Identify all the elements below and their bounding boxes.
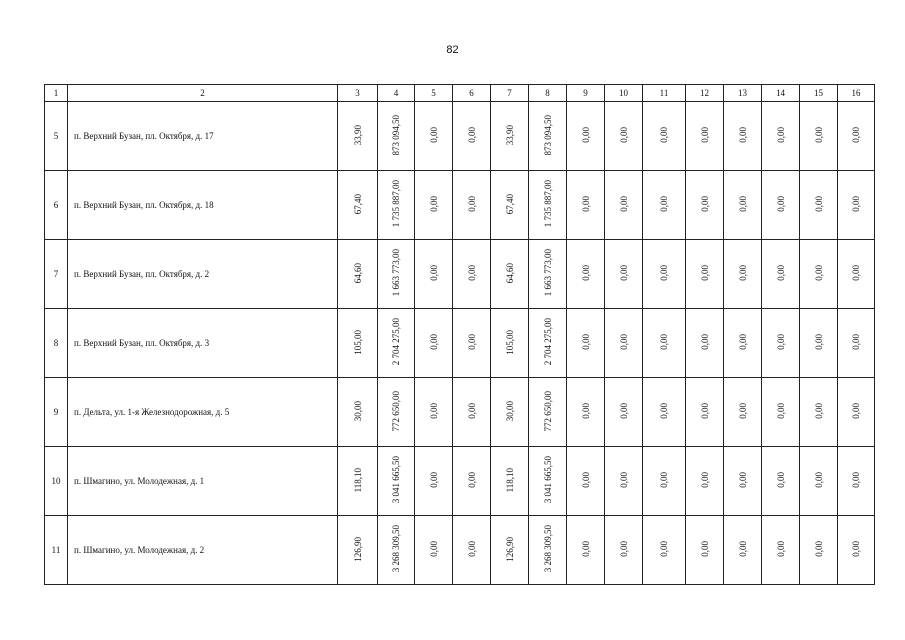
value-text: 0,00: [618, 403, 629, 419]
column-header: 9: [567, 85, 605, 102]
value-cell: [529, 378, 567, 447]
value-text: 0,00: [775, 403, 786, 419]
value-cell: [491, 447, 529, 516]
value-text: 0,00: [699, 196, 710, 212]
value-cell: [838, 378, 875, 447]
value-cell: [643, 516, 686, 585]
value-text: 0,00: [775, 334, 786, 350]
value-text: 0,00: [618, 334, 629, 350]
value-text: 0,00: [851, 265, 861, 281]
value-cell: [529, 516, 567, 585]
value-cell: [800, 102, 838, 171]
value-cell: [643, 378, 686, 447]
value-cell: [686, 516, 724, 585]
value-text: 1 663 773,00: [391, 249, 401, 297]
value-cell: [415, 309, 453, 378]
value-text: 0,00: [699, 334, 710, 350]
column-header: 6: [453, 85, 491, 102]
value-text: 126,90: [504, 536, 515, 562]
table-row: [45, 171, 875, 240]
value-cell: [762, 516, 800, 585]
column-header: 2: [68, 85, 338, 102]
table-row: [45, 240, 875, 309]
value-cell: [415, 102, 453, 171]
value-text: 1 663 773,00: [542, 249, 553, 297]
value-cell: [643, 171, 686, 240]
value-text: 873 094,50: [542, 114, 553, 156]
value-text: 0,00: [851, 541, 861, 557]
row-address: п. Верхний Бузан, пл. Октября, д. 17: [68, 102, 338, 171]
value-text: 0,00: [580, 196, 591, 212]
value-text: 0,00: [580, 472, 591, 488]
value-cell: [838, 447, 875, 516]
value-cell: [567, 171, 605, 240]
column-header: 5: [415, 85, 453, 102]
value-text: 2 704 275,00: [542, 318, 553, 366]
value-text: 0,00: [466, 127, 477, 143]
value-text: 64,60: [352, 262, 363, 284]
value-text: 0,00: [775, 472, 786, 488]
row-number: 7: [45, 240, 68, 309]
value-cell: [643, 240, 686, 309]
value-text: 772 650,00: [542, 390, 553, 432]
column-header: 8: [529, 85, 567, 102]
table-row: [45, 378, 875, 447]
value-text: 0,00: [737, 403, 748, 419]
value-cell: [338, 309, 378, 378]
value-cell: [838, 240, 875, 309]
table-row: [45, 102, 875, 171]
value-cell: [378, 516, 415, 585]
row-number: 10: [45, 447, 68, 516]
value-cell: [415, 240, 453, 309]
value-cell: [338, 102, 378, 171]
value-cell: [762, 171, 800, 240]
page-number: 82: [446, 44, 459, 56]
value-text: 0,00: [699, 127, 710, 143]
value-cell: [567, 309, 605, 378]
value-cell: [724, 516, 762, 585]
value-text: 0,00: [618, 472, 629, 488]
table-body: [45, 85, 875, 585]
value-text: 0,00: [775, 265, 786, 281]
column-header: 15: [800, 85, 838, 102]
value-cell: [529, 240, 567, 309]
column-header: 13: [724, 85, 762, 102]
value-text: 67,40: [352, 193, 363, 215]
value-cell: [453, 102, 491, 171]
value-text: 0,00: [428, 196, 439, 212]
value-cell: [762, 447, 800, 516]
value-cell: [800, 171, 838, 240]
table-row: [45, 447, 875, 516]
value-cell: [838, 102, 875, 171]
value-cell: [724, 171, 762, 240]
value-cell: [567, 378, 605, 447]
value-cell: [415, 447, 453, 516]
value-cell: [453, 309, 491, 378]
value-text: 1 735 887,00: [391, 180, 401, 228]
value-text: 873 094,50: [391, 114, 401, 156]
value-text: 3 041 665,50: [542, 456, 553, 504]
data-table: [44, 84, 875, 585]
value-cell: [453, 240, 491, 309]
value-cell: [800, 240, 838, 309]
value-text: 2 704 275,00: [391, 318, 401, 366]
value-cell: [605, 447, 643, 516]
value-text: 0,00: [737, 265, 748, 281]
value-cell: [453, 171, 491, 240]
value-cell: [605, 102, 643, 171]
value-text: 0,00: [466, 541, 477, 557]
value-cell: [338, 516, 378, 585]
value-cell: [724, 102, 762, 171]
column-header: 10: [605, 85, 643, 102]
value-text: 0,00: [737, 127, 748, 143]
value-cell: [529, 171, 567, 240]
value-text: 0,00: [851, 472, 861, 488]
value-cell: [605, 309, 643, 378]
value-cell: [567, 102, 605, 171]
value-text: 0,00: [737, 196, 748, 212]
value-text: 0,00: [580, 403, 591, 419]
value-text: 0,00: [813, 403, 824, 419]
value-cell: [378, 171, 415, 240]
value-text: 0,00: [699, 472, 710, 488]
value-text: 0,00: [618, 265, 629, 281]
value-cell: [378, 378, 415, 447]
value-text: 3 041 665,50: [391, 456, 401, 504]
value-cell: [643, 447, 686, 516]
value-text: 0,00: [813, 472, 824, 488]
value-text: 0,00: [737, 334, 748, 350]
row-address: п. Верхний Бузан, пл. Октября, д. 18: [68, 171, 338, 240]
value-text: 0,00: [699, 403, 710, 419]
row-number: 5: [45, 102, 68, 171]
value-cell: [686, 378, 724, 447]
value-cell: [838, 309, 875, 378]
value-cell: [567, 240, 605, 309]
value-text: 0,00: [659, 541, 669, 557]
row-address: п. Шмагино, ул. Молодежная, д. 2: [68, 516, 338, 585]
value-cell: [378, 240, 415, 309]
value-text: 0,00: [428, 472, 439, 488]
value-cell: [800, 378, 838, 447]
column-header: 11: [643, 85, 686, 102]
value-cell: [686, 171, 724, 240]
value-text: 0,00: [699, 541, 710, 557]
value-cell: [762, 378, 800, 447]
value-cell: [838, 516, 875, 585]
row-address: п. Шмагино, ул. Молодежная, д. 1: [68, 447, 338, 516]
value-text: 0,00: [851, 127, 861, 143]
value-text: 30,00: [504, 400, 515, 422]
value-text: 126,90: [352, 536, 363, 562]
value-text: 0,00: [775, 541, 786, 557]
value-text: 0,00: [618, 541, 629, 557]
value-cell: [491, 309, 529, 378]
value-text: 105,00: [504, 329, 515, 355]
value-cell: [686, 102, 724, 171]
column-header: 14: [762, 85, 800, 102]
value-text: 0,00: [659, 265, 669, 281]
value-text: 0,00: [659, 472, 669, 488]
row-number: 6: [45, 171, 68, 240]
value-cell: [686, 309, 724, 378]
value-cell: [338, 171, 378, 240]
value-text: 64,60: [504, 262, 515, 284]
value-text: 33,90: [352, 124, 363, 146]
value-text: 0,00: [813, 265, 824, 281]
value-text: 0,00: [813, 196, 824, 212]
header-row: [45, 85, 875, 102]
value-text: 0,00: [813, 334, 824, 350]
value-text: 0,00: [659, 196, 669, 212]
value-text: 0,00: [466, 472, 477, 488]
value-cell: [491, 240, 529, 309]
value-cell: [762, 102, 800, 171]
value-cell: [415, 171, 453, 240]
value-text: 0,00: [659, 127, 669, 143]
value-cell: [800, 309, 838, 378]
value-cell: [605, 516, 643, 585]
value-cell: [800, 516, 838, 585]
value-text: 0,00: [737, 472, 748, 488]
value-cell: [529, 309, 567, 378]
value-cell: [567, 516, 605, 585]
value-cell: [762, 240, 800, 309]
value-text: 0,00: [775, 196, 786, 212]
value-text: 105,00: [352, 329, 363, 355]
value-cell: [453, 516, 491, 585]
column-header: 3: [338, 85, 378, 102]
value-text: 0,00: [659, 334, 669, 350]
value-text: 67,40: [504, 193, 515, 215]
value-text: 0,00: [580, 265, 591, 281]
value-cell: [415, 378, 453, 447]
value-cell: [378, 102, 415, 171]
column-header: 16: [838, 85, 875, 102]
value-text: 0,00: [580, 541, 591, 557]
value-cell: [686, 240, 724, 309]
column-header: 12: [686, 85, 724, 102]
value-text: 772 650,00: [391, 390, 401, 432]
value-cell: [605, 171, 643, 240]
row-address: п. Верхний Бузан, пл. Октября, д. 2: [68, 240, 338, 309]
value-text: 0,00: [851, 334, 861, 350]
column-header: 4: [378, 85, 415, 102]
value-text: 0,00: [428, 541, 439, 557]
value-text: 33,90: [504, 124, 515, 146]
value-text: 0,00: [618, 196, 629, 212]
value-text: 0,00: [775, 127, 786, 143]
value-cell: [453, 447, 491, 516]
value-text: 0,00: [466, 403, 477, 419]
value-cell: [338, 378, 378, 447]
value-cell: [338, 240, 378, 309]
table-row: [45, 309, 875, 378]
row-address: п. Дельта, ул. 1-я Железнодорожная, д. 5: [68, 378, 338, 447]
value-text: 3 268 309,50: [542, 525, 553, 573]
value-text: 0,00: [466, 334, 477, 350]
value-cell: [686, 447, 724, 516]
row-number: 8: [45, 309, 68, 378]
value-text: 0,00: [813, 127, 824, 143]
value-text: 0,00: [813, 541, 824, 557]
value-text: 0,00: [699, 265, 710, 281]
value-text: 0,00: [618, 127, 629, 143]
value-cell: [605, 378, 643, 447]
value-cell: [643, 309, 686, 378]
value-cell: [338, 447, 378, 516]
value-cell: [724, 309, 762, 378]
row-number: 11: [45, 516, 68, 585]
value-text: 3 268 309,50: [391, 525, 401, 573]
value-cell: [491, 102, 529, 171]
value-text: 0,00: [466, 265, 477, 281]
value-cell: [529, 447, 567, 516]
value-text: 118,10: [504, 467, 515, 493]
value-cell: [491, 516, 529, 585]
value-cell: [378, 309, 415, 378]
value-cell: [724, 378, 762, 447]
value-cell: [415, 516, 453, 585]
value-text: 0,00: [737, 541, 748, 557]
value-text: 0,00: [428, 334, 439, 350]
table-row: [45, 516, 875, 585]
row-number: 9: [45, 378, 68, 447]
value-text: 0,00: [659, 403, 669, 419]
column-header: 1: [45, 85, 68, 102]
value-cell: [643, 102, 686, 171]
value-text: 1 735 887,00: [542, 180, 553, 228]
value-cell: [529, 102, 567, 171]
value-cell: [567, 447, 605, 516]
value-cell: [453, 378, 491, 447]
row-address: п. Верхний Бузан, пл. Октября, д. 3: [68, 309, 338, 378]
value-cell: [800, 447, 838, 516]
value-cell: [491, 378, 529, 447]
value-text: 0,00: [580, 127, 591, 143]
value-text: 118,10: [352, 467, 363, 493]
value-cell: [838, 171, 875, 240]
value-text: 0,00: [428, 127, 439, 143]
value-text: 0,00: [580, 334, 591, 350]
value-cell: [605, 240, 643, 309]
value-cell: [762, 309, 800, 378]
value-cell: [724, 447, 762, 516]
column-header: 7: [491, 85, 529, 102]
value-text: 0,00: [428, 265, 439, 281]
value-cell: [491, 171, 529, 240]
value-text: 30,00: [352, 400, 363, 422]
value-text: 0,00: [851, 403, 861, 419]
value-text: 0,00: [851, 196, 861, 212]
value-text: 0,00: [466, 196, 477, 212]
value-cell: [378, 447, 415, 516]
value-cell: [724, 240, 762, 309]
value-text: 0,00: [428, 403, 439, 419]
